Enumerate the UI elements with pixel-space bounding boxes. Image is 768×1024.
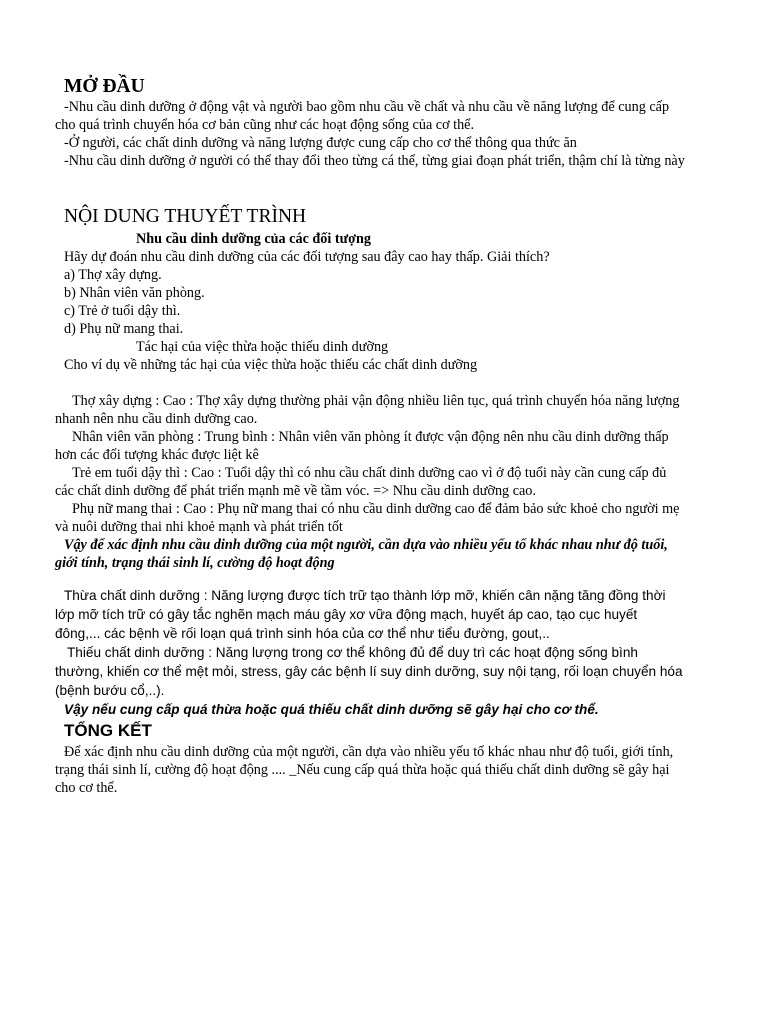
summary-text: Để xác định nhu cầu dinh dưỡng của một người, cần dựa vào nhiều yếu tố khác nhau như độ tuổi, giới tính, trạng thái sinh lí, cường độ hoạt động .... _Nếu cung cấp quá thừa hoặc quá thiếu chất dinh dưỡng sẽ gây hại cho cơ thể. — [55, 744, 674, 796]
conclusion-2: Vậy nếu cung cấp quá thừa hoặc quá thiếu chất dinh dưỡng sẽ gây hại cho cơ thể. — [64, 702, 599, 717]
intro-paragraph-2: -Ở người, các chất dinh dưỡng và năng lượng được cung cấp cho cơ thể thông qua thức ăn — [64, 135, 577, 151]
answer-teen: Trẻ em tuổi dậy thì : Cao : Tuổi dậy thì có nhu cầu chất dinh dưỡng cao vì ở độ tuổi này cần cung cấp đủ các chất dinh dưỡng để phát triển mạnh mẽ về tầm vóc. => Nhu cầu dinh dưỡng cao. — [55, 465, 667, 499]
answers-list — [55, 392, 685, 572]
answer-pregnant: Phụ nữ mang thai : Cao : Phụ nữ mang thai có nhu cầu dinh dưỡng cao để đảm bảo sức khoẻ cho người mẹ và nuôi dưỡng thai nhi khoẻ mạnh và phát triển tốt — [55, 501, 680, 535]
deficit-paragraph: Thiếu chất dinh dưỡng : Năng lượng trong cơ thể không đủ để duy trì các hoạt động sống bình thường, khiến cơ thể mệt mỏi, stress, gây các bệnh lí suy dinh dưỡng, suy nội tạng, rối loạn chuyển hóa (bệnh bướu cổ,..). — [55, 645, 683, 698]
excess-paragraph: Thừa chất dinh dưỡng : Năng lượng được tích trữ tạo thành lớp mỡ, khiến cân nặng tăng đồng thời lớp mỡ tích trữ có gây tắc nghẽn mạch máu gây xơ vữa động mạch, huyết áp cao, tạo cục huyết đông,... các bệnh về rối loạn quá trình sinh hóa của cơ thể như tiểu đường, gout,.. — [55, 588, 666, 641]
option-d: d) Phụ nữ mang thai. — [64, 321, 184, 337]
question-list — [64, 248, 684, 338]
content-subheading-2: Tác hại của việc thừa hoặc thiếu dinh dưỡng — [136, 339, 389, 355]
option-a: a) Thợ xây dựng. — [64, 267, 162, 283]
intro-body — [55, 98, 685, 170]
answer-builder: Thợ xây dựng : Cao : Thợ xây dựng thường phải vận động nhiều liên tục, quá trình chuyển hóa năng lượng nhanh nên nhu cầu dinh dưỡng cao. — [55, 393, 680, 427]
summary-body — [55, 743, 685, 797]
intro-paragraph-1: -Nhu cầu dinh dưỡng ở động vật và người bao gồm nhu cầu về chất và nhu cầu về năng lượng để cung cấp cho quá trình chuyển hóa cơ bản cũng như các hoạt động sống của cơ thể. — [55, 99, 670, 133]
option-c: c) Trẻ ở tuổi dậy thì. — [64, 303, 181, 319]
answer-office-worker: Nhân viên văn phòng : Trung bình : Nhân viên văn phòng ít được vận động nên nhu cầu dinh dưỡng thấp hơn các đối tượng khác được liệt kê — [55, 429, 669, 463]
effects-block — [55, 586, 685, 719]
conclusion-1: Vậy để xác định nhu cầu dinh dưỡng của một người, cần dựa vào nhiều yếu tố khác nhau như độ tuổi, giới tính, trạng thái sinh lí, cường độ hoạt động — [55, 537, 668, 571]
summary-heading: TỔNG KẾT — [64, 721, 152, 740]
option-b: b) Nhân viên văn phòng. — [64, 285, 205, 301]
intro-heading: MỞ ĐẦU — [64, 76, 145, 97]
content-heading: NỘI DUNG THUYẾT TRÌNH — [64, 206, 307, 227]
intro-paragraph-3: -Nhu cầu dinh dưỡng ở người có thể thay đổi theo từng cá thể, từng giai đoạn phát triển, thậm chí là từng này — [64, 153, 685, 169]
content-prompt-2: Cho ví dụ về những tác hại của việc thừa hoặc thiếu các chất dinh dưỡng — [64, 357, 478, 373]
content-subheading: Nhu cầu dinh dưỡng của các đối tượng — [136, 231, 371, 247]
question-text: Hãy dự đoán nhu cầu dinh dưỡng của các đối tượng sau đây cao hay thấp. Giải thích? — [64, 249, 550, 265]
